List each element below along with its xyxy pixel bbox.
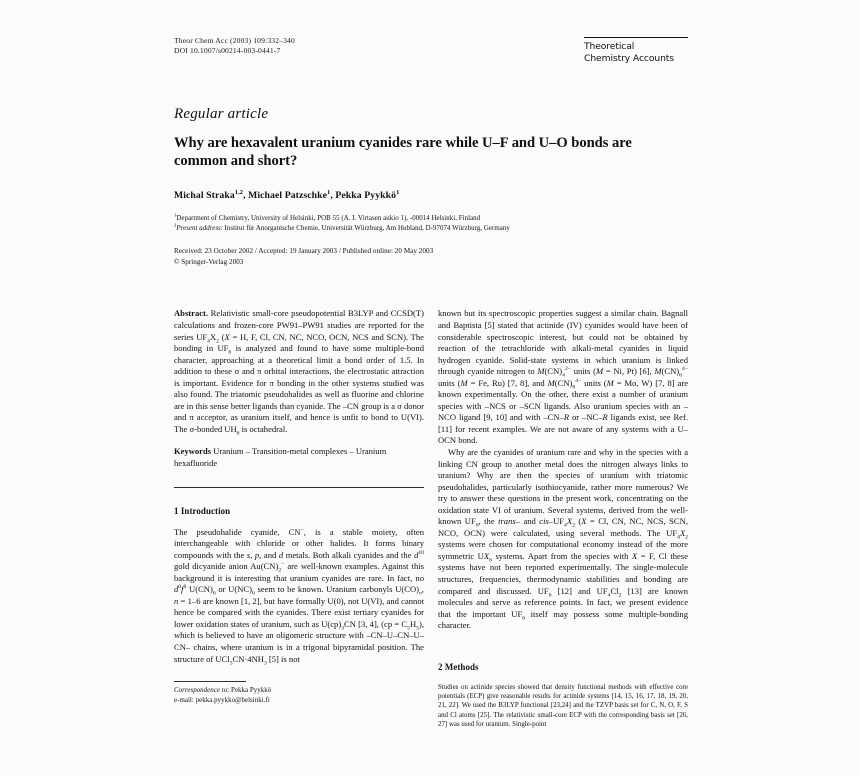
affiliation-1: $^1$Department of Chemistry, University of Helsinki, POB 55 (A. I. Virtasen aukio 1), -00014 Helsinki, Finland xyxy=(174,212,481,223)
correspondence-line: Correspondence to: Pekka Pyykkö xyxy=(174,687,272,695)
section-heading-methods: 2 Methods xyxy=(438,661,479,672)
page-header xyxy=(174,36,688,66)
article-type: Regular article xyxy=(174,105,269,122)
journal-logo xyxy=(584,36,688,66)
page-title: Why are hexavalent uranium cyanides rare while U–F and U–O bonds are common and short? xyxy=(174,134,632,170)
abstract-paragraph: Abstract. Relativistic small-core pseudopotential B3LYP and CCSD(T) calculations and frozen-core PW91–PW91 studies are reported for the series $UF_4X_2$ (X = H, F, Cl, CN, NC, NCO, OCN, NCS and SCN). The bonding in $UF_6$ is analyzed and found to have some multiple-bond character, approaching at a theoretical limit a bond order of 1.5. In addition to these σ and π orbital interactions, the electrostatic attraction is important. Evidence for π bonding in the other systems studied was also found. The triatomic pseudohalides as well as fluorine and chlorine are in this sense better ligands than cyanide. The –CN group is a σ donor and π acceptor, as uranium itself, and hence is unfit to bond to U(VI). The σ-bonded $UH_6$ is octahedral. xyxy=(174,308,424,437)
email-line: e-mail: pekka.pyykko@helsinki.fi xyxy=(174,697,270,705)
affiliations xyxy=(174,214,688,234)
left-column xyxy=(174,308,424,729)
footnote-rule xyxy=(174,681,246,682)
publication-history xyxy=(174,246,688,267)
journal-logo-line-2: Chemistry Accounts xyxy=(584,53,674,65)
section-divider xyxy=(174,487,424,488)
journal-citation-line-2: DOI 10.1007/s00214-003-0441-7 xyxy=(174,46,281,56)
introduction-paragraph-1-part-a: The pseudohalide cyanide, CN−, is a stable moiety, often interchangeable with chloride or other halides. It forms binary compounds with the s, p, and d metals. Both alkali cyanides and the $d^{10}$ gold dicyanide anion $Au(CN)_2^-$ are well-known examples. Against this background it is interesting that uranium cyanides are rare. In fact, no $d^0f^0$ $U(CN)_6$ or $U(NC)_6$ seem to be known. Uranium carbonyls $U(CO)_n$, n = 1–6 are known [1, 2], but have formally U(0), not U(VI), and cannot hence be compared with the cyanides. There exist tertiary cyanides for lower oxidation states of uranium, such as $U(cp)_3CN$ [3, 4], $(cp = C_5H_5)$, which is believed to have an oligomeric structure with –CN–U–CN–U–CN– chains, where uranium is in a trigonal bipyramidal position. The structure of $UCl_3CN\cdot 4NH_3$ [5] is not xyxy=(174,526,424,666)
journal-citation xyxy=(174,36,295,57)
methods-paragraph-1: Studies on actinide species showed that density functional methods with effective core potentials (ECP) give reasonable results for actinide systems [14, 15, 16, 17, 18, 19, 20, 21, 22]. We used the B3LYP functional [23,24] and the TZVP basis set for C, N, O, F, S and Cl atoms [25]. The relativistic small-core ECP with the corresponding basis set [26, 27] was used for uranium. Single-point xyxy=(438,683,688,729)
introduction-paragraph-1-part-b: known but its spectroscopic properties suggest a similar chain. Bagnall and Baptista [5] stated that actinide (IV) cyanides would have been of considerable spectroscopic interest, but could not be obtained by reaction of the tetrachloride with alkali-metal cyanides in liquid hydrogen cyanide. Solid-state systems in which uranium is linked through cyanide nitrogen to $M(CN)_4^{2-}$ units (M = Ni, Pt) [6], $M(CN)_6^{4-}$ units (M = Fe, Ru) [7, 8], and $M(CN)_8^{4-}$ units (M = Mo, W) [7, 8] are known experimentally. On the other, there exist a number of uranium species with –NCS or –SCN ligands. Also uranium species with an –NCO ligand [9, 10] and with –CN–R or –NC–R ligands exist, see Ref. [11] for recent examples. We are not aware of any systems with a U–OCN bond. xyxy=(438,308,689,446)
journal-logo-line-1: Theoretical xyxy=(584,41,635,52)
page-content xyxy=(174,36,688,729)
author-list: Michal Straka$^{1,2}$, Michael Patzschke$^1$, Pekka Pyykkö$^1$ xyxy=(174,189,400,202)
correspondence-footnote xyxy=(174,681,334,707)
two-column-body xyxy=(174,308,688,729)
right-column xyxy=(438,308,688,729)
journal-citation-line-1: Theor Chem Acc (2003) 109:332–340 xyxy=(174,36,295,45)
received-accepted-line: Received: 23 October 2002 / Accepted: 19 January 2003 / Published online: 20 May 2003 xyxy=(174,247,434,256)
introduction-paragraph-2: Why are the cyanides of uranium rare and why in the species with a linking CN group to another metal does the nitrogen always links to uranium? Why are then the species of uranium with triatomic pseudohalides, particularly isothiocyanide, rather more numerous? We try to answer these questions in the present work, concentrating on the oxidation state VI of uranium. Several systems, derived from the well-known $UF_6$, the trans– and cis–$UF_4X_2$ (X = Cl, CN, NC, NCS, SCN, NCO, OCN) were calculated, using several methods. The $UF_4X_2$ systems were chosen for computational economy instead of the more symmetric $UX_6$ systems. Apart from the species with X = F, Cl these systems have not been reported experimentally. The single-molecule structures, frequencies, thermodynamic stabilities and bonding are compared and discussed. $UF_6$ [12] and $UF_4Cl_2$ [13] are known molecules and serve as reference points. In fact, we present evidence that the important $UF_6$ itself may possess some multiple-bonding character. xyxy=(438,446,688,631)
journal-logo-rule xyxy=(584,37,688,38)
affiliation-2: $^2$Present address: Institut für Anorganische Chemie, Universität Würzburg, Am Hubland, D-97074 Würzburg, Germany xyxy=(174,223,510,233)
section-heading-introduction: 1 Introduction xyxy=(174,505,231,516)
keywords-paragraph: Keywords Uranium – Transition-metal complexes – Uranium hexafluoride xyxy=(174,446,387,468)
copyright-line: © Springer-Verlag 2003 xyxy=(174,257,244,266)
